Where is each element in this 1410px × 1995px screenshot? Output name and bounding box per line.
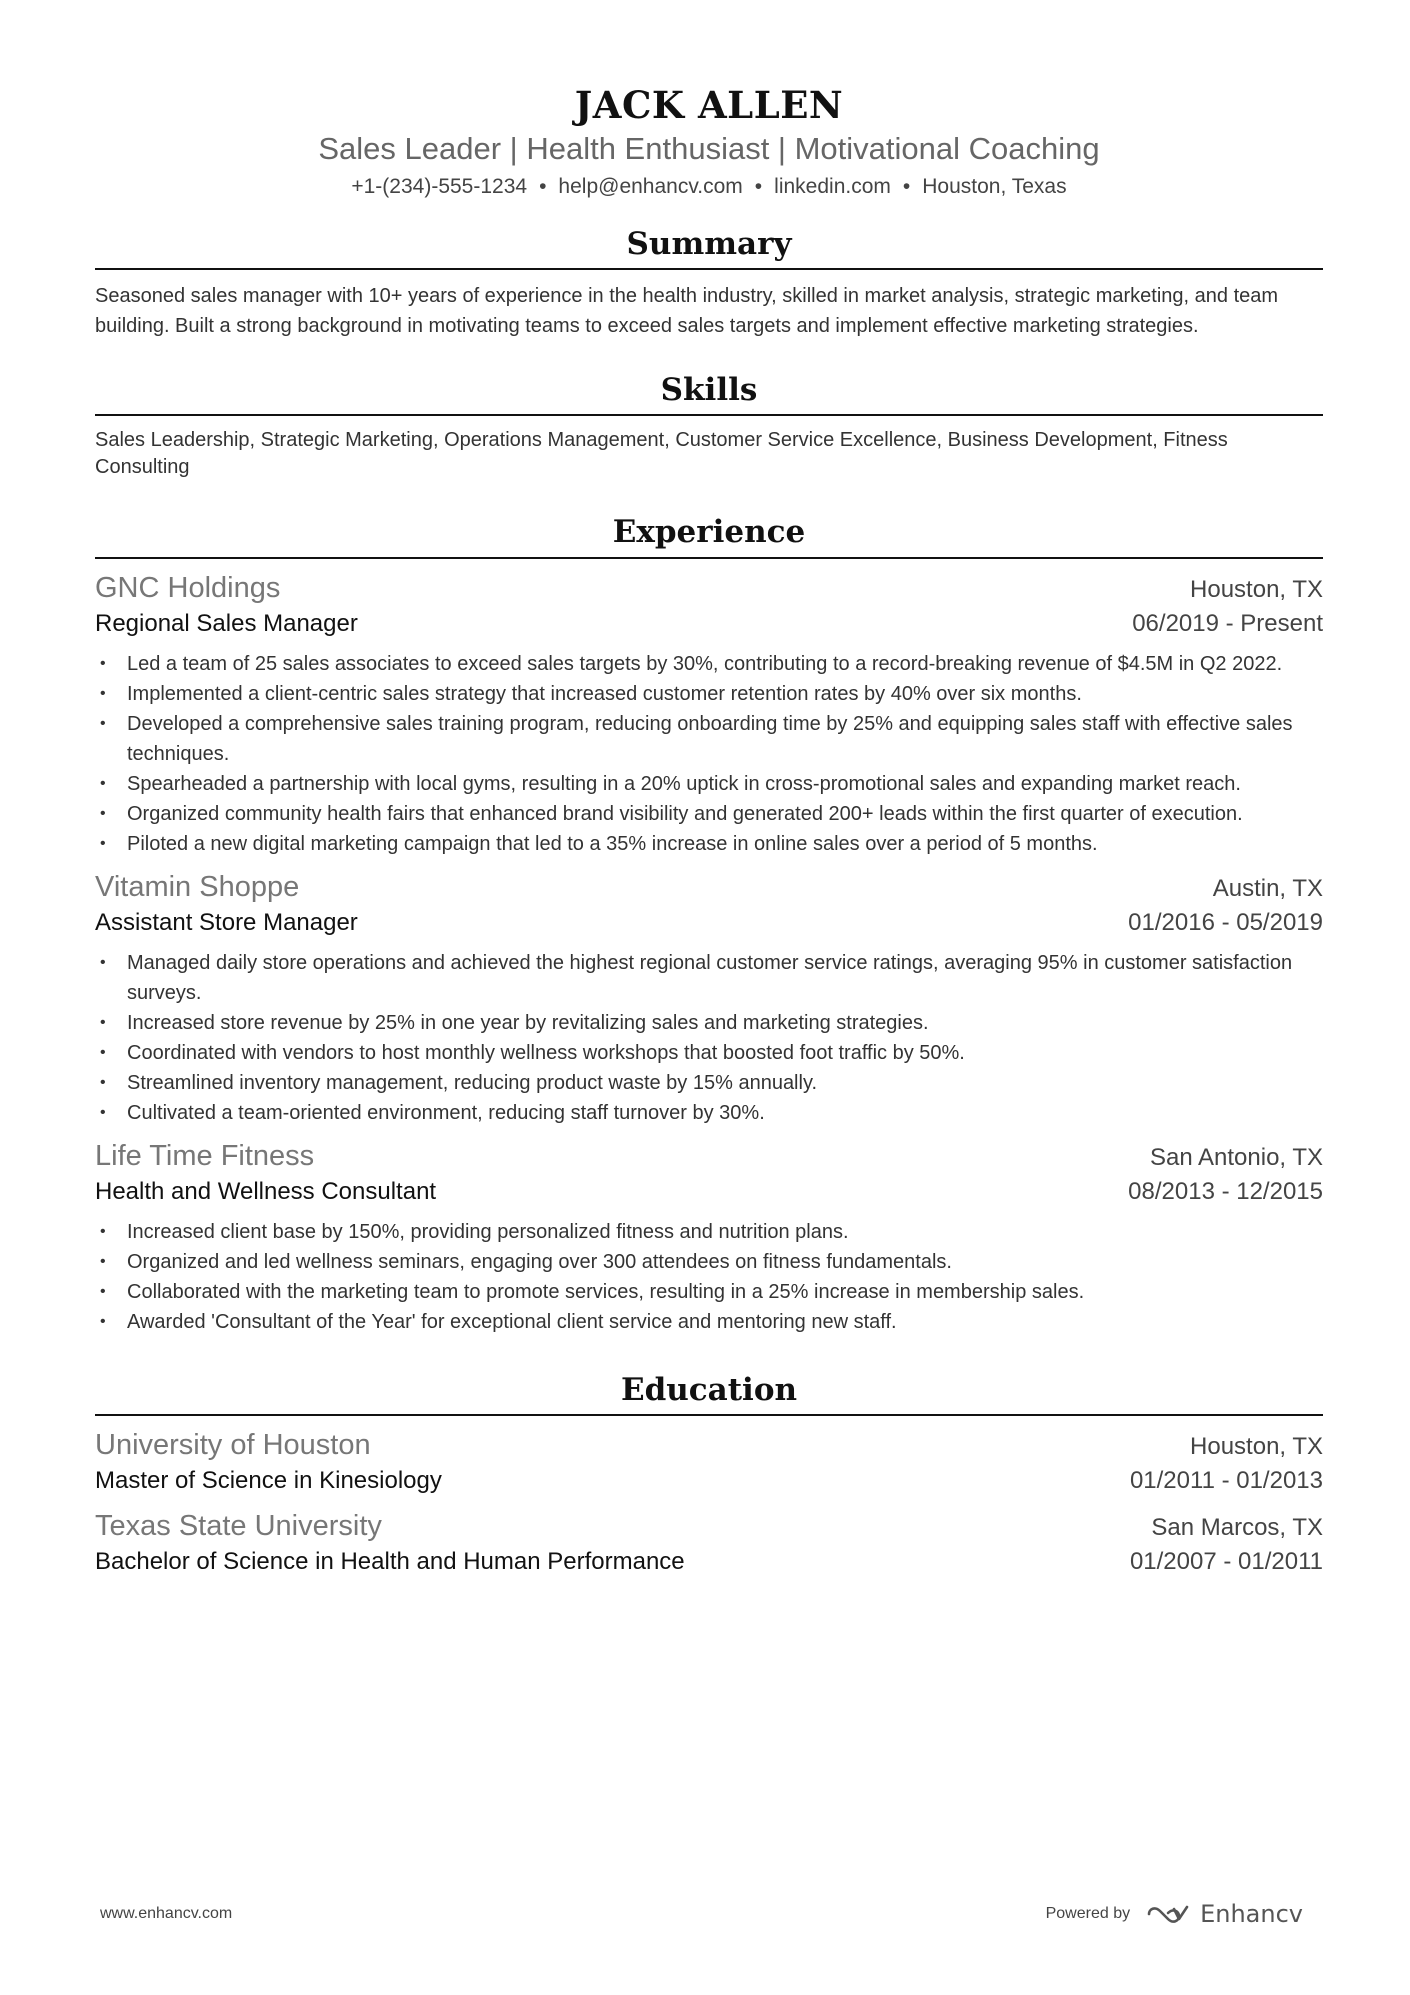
job-title: Regional Sales Manager xyxy=(95,609,358,637)
school-location: Houston, TX xyxy=(1190,1432,1323,1460)
contact-separator: • xyxy=(754,174,763,198)
email: help@enhancv.com xyxy=(558,174,743,198)
skills-section xyxy=(95,372,1323,481)
resume-footer xyxy=(100,1900,1303,1928)
experience-section xyxy=(95,514,1323,1336)
achievement-list xyxy=(95,649,1323,859)
list-item: • Implemented a client-centric sales strategy that increased customer retention rates by 40% over six months. xyxy=(95,679,1323,709)
company-name: GNC Holdings xyxy=(95,571,281,604)
experience-list xyxy=(95,570,1323,1337)
list-item: • Increased client base by 150%, providing personalized fitness and nutrition plans. xyxy=(95,1217,1323,1247)
company-location: San Antonio, TX xyxy=(1149,1143,1323,1171)
section-divider xyxy=(95,1414,1323,1416)
powered-by-section xyxy=(1046,1900,1303,1928)
section-title-skills: Skills xyxy=(660,372,758,409)
brand-name: Enhancv xyxy=(1200,1900,1303,1928)
location: Houston, Texas xyxy=(922,174,1067,198)
job-dates: 01/2016 - 05/2019 xyxy=(1128,908,1323,936)
education-list xyxy=(95,1427,1323,1577)
list-item: • Managed daily store operations and achieved the highest regional customer service ratings, averaging 95% in customer satisfaction surveys. xyxy=(95,948,1323,1008)
company-name: Life Time Fitness xyxy=(95,1139,315,1172)
degree: Master of Science in Kinesiology xyxy=(95,1467,442,1495)
contact-info xyxy=(95,174,1323,199)
footer-website: www.enhancv.com xyxy=(100,1905,233,1922)
education-entry xyxy=(95,1427,1323,1496)
achievement-list xyxy=(95,948,1323,1128)
candidate-title: Sales Leader | Health Enthusiast | Motivational Coaching xyxy=(318,130,1100,166)
contact-separator: • xyxy=(902,174,911,198)
education-entry xyxy=(95,1508,1323,1577)
job-dates: 06/2019 - Present xyxy=(1132,609,1323,637)
section-title-education: Education xyxy=(620,1371,798,1408)
summary-section xyxy=(95,226,1323,341)
experience-entry xyxy=(95,570,1323,859)
experience-entry xyxy=(95,1138,1323,1337)
list-item: • Spearheaded a partnership with local gyms, resulting in a 20% uptick in cross-promotional sales and expanding market reach. xyxy=(95,769,1323,799)
list-item: • Coordinated with vendors to host monthly wellness workshops that boosted foot traffic by 50%. xyxy=(95,1038,1323,1068)
resume-page xyxy=(95,82,1323,1577)
job-title: Assistant Store Manager xyxy=(95,908,358,936)
list-item: • Organized community health fairs that enhanced brand visibility and generated 200+ leads within the first quarter of execution. xyxy=(95,799,1323,829)
school-name: University of Houston xyxy=(95,1428,371,1461)
enhancv-logo-icon xyxy=(1146,1902,1192,1926)
list-item: • Organized and led wellness seminars, engaging over 300 attendees on fitness fundamentals. xyxy=(95,1247,1323,1277)
education-dates: 01/2011 - 01/2013 xyxy=(1129,1467,1323,1495)
company-location: Austin, TX xyxy=(1212,874,1323,902)
powered-by-text: Powered by xyxy=(1045,1905,1131,1922)
achievement-list xyxy=(95,1217,1323,1337)
candidate-name: JACK ALLEN xyxy=(574,83,844,127)
brand-logo xyxy=(1146,1900,1303,1928)
company-location: Houston, TX xyxy=(1190,575,1323,603)
company-name: Vitamin Shoppe xyxy=(95,870,300,903)
phone: +1-(234)-555-1234 xyxy=(351,174,528,198)
list-item: • Streamlined inventory management, reducing product waste by 15% annually. xyxy=(95,1068,1323,1098)
list-item: • Collaborated with the marketing team to promote services, resulting in a 25% increase in membership sales. xyxy=(95,1277,1323,1307)
contact-separator: • xyxy=(539,174,547,198)
summary-text: Seasoned sales manager with 10+ years of experience in the health industry, skilled in market analysis, strategic marketing, and team building. Built a strong background in motivating teams to exceed sales targets and implement effective marketing strategies. xyxy=(95,285,1279,338)
list-item: • Developed a comprehensive sales training program, reducing onboarding time by 25% and equipping sales staff with effective sales techniques. xyxy=(95,709,1323,769)
section-divider xyxy=(95,414,1323,416)
job-dates: 08/2013 - 12/2015 xyxy=(1128,1177,1323,1205)
list-item: • Cultivated a team-oriented environment, reducing staff turnover by 30%. xyxy=(95,1098,1323,1128)
section-divider xyxy=(95,557,1323,559)
skills-text: Sales Leadership, Strategic Marketing, Operations Management, Customer Service Excellence, Business Development, Fitness Consulting xyxy=(95,429,1228,479)
degree: Bachelor of Science in Health and Human Performance xyxy=(95,1548,685,1576)
list-item: • Increased store revenue by 25% in one year by revitalizing sales and marketing strategies. xyxy=(95,1008,1323,1038)
section-title-summary: Summary xyxy=(626,225,792,262)
education-section xyxy=(95,1372,1323,1577)
resume-header xyxy=(95,85,1323,199)
school-name: Texas State University xyxy=(95,1509,382,1542)
experience-entry xyxy=(95,869,1323,1128)
school-location: San Marcos, TX xyxy=(1151,1513,1323,1541)
list-item: • Awarded 'Consultant of the Year' for exceptional client service and mentoring new staff. xyxy=(95,1307,1323,1337)
linkedin: linkedin.com xyxy=(774,174,891,198)
section-title-experience: Experience xyxy=(612,514,806,551)
list-item: • Led a team of 25 sales associates to exceed sales targets by 30%, contributing to a record-breaking revenue of $4.5M in Q2 2022. xyxy=(95,649,1323,679)
education-dates: 01/2007 - 01/2011 xyxy=(1129,1548,1323,1576)
section-divider xyxy=(95,268,1323,270)
list-item: • Piloted a new digital marketing campaign that led to a 35% increase in online sales over a period of 5 months. xyxy=(95,829,1323,859)
job-title: Health and Wellness Consultant xyxy=(95,1177,437,1205)
